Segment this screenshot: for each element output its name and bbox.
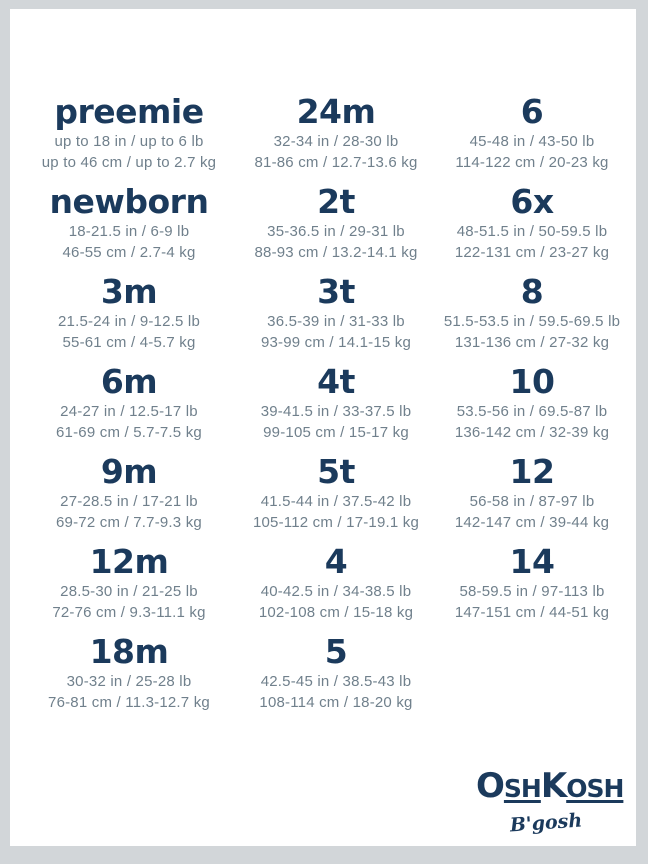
size-label: preemie	[54, 92, 204, 131]
size-entry-4	[238, 543, 434, 633]
size-metric: 88-93 cm / 13.2-14.1 kg	[254, 244, 418, 261]
size-label: 6	[520, 92, 544, 131]
size-metric: 46-55 cm / 2.7-4 kg	[62, 244, 196, 261]
size-label: 24m	[296, 92, 376, 131]
size-metric: 61-69 cm / 5.7-7.5 kg	[56, 424, 202, 441]
logo-letters-underlined: SH	[503, 774, 541, 803]
size-entry-6x	[434, 183, 630, 273]
size-label: 3t	[317, 272, 355, 311]
size-label: 14	[509, 542, 555, 581]
size-label: 4t	[317, 362, 355, 401]
size-imperial: 42.5-45 in / 38.5-43 lb	[260, 673, 412, 690]
size-metric: 122-131 cm / 23-27 kg	[454, 244, 610, 261]
size-label: 3m	[100, 272, 158, 311]
size-imperial: 39-41.5 in / 33-37.5 lb	[260, 403, 412, 420]
size-imperial: 35-36.5 in / 29-31 lb	[267, 223, 405, 240]
size-entry-18m	[20, 633, 238, 723]
size-metric: 72-76 cm / 9.3-11.1 kg	[52, 604, 206, 621]
size-metric: 147-151 cm / 44-51 kg	[454, 604, 610, 621]
size-label: newborn	[49, 182, 209, 221]
size-imperial: up to 18 in / up to 6 lb	[54, 133, 204, 150]
oshkosh-bgosh-logo	[476, 766, 624, 837]
size-entry-12m	[20, 543, 238, 633]
size-metric: up to 46 cm / up to 2.7 kg	[41, 154, 217, 171]
size-entry-3t	[238, 273, 434, 363]
size-imperial: 56-58 in / 87-97 lb	[469, 493, 595, 510]
size-entry-2t	[238, 183, 434, 273]
size-imperial: 27-28.5 in / 17-21 lb	[60, 493, 198, 510]
size-metric: 114-122 cm / 20-23 kg	[455, 154, 609, 171]
size-label: 6x	[510, 182, 554, 221]
size-imperial: 51.5-53.5 in / 59.5-69.5 lb	[443, 313, 621, 330]
size-label: 18m	[89, 632, 169, 671]
size-entry-5	[238, 633, 434, 723]
size-entry-24m	[238, 93, 434, 183]
size-imperial: 18-21.5 in / 6-9 lb	[68, 223, 190, 240]
size-label: 8	[520, 272, 544, 311]
size-grid	[10, 9, 636, 723]
size-column-baby	[20, 93, 238, 723]
size-label: 2t	[317, 182, 355, 221]
size-imperial: 48-51.5 in / 50-59.5 lb	[456, 223, 608, 240]
size-column-toddler	[238, 93, 434, 723]
size-column-kid	[434, 93, 630, 723]
size-metric: 76-81 cm / 11.3-12.7 kg	[48, 694, 210, 711]
size-imperial: 32-34 in / 28-30 lb	[273, 133, 399, 150]
size-label: 12m	[89, 542, 169, 581]
size-chart-sheet	[10, 9, 636, 846]
size-entry-3m	[20, 273, 238, 363]
size-metric: 81-86 cm / 12.7-13.6 kg	[254, 154, 418, 171]
size-entry-4t	[238, 363, 434, 453]
size-imperial: 45-48 in / 43-50 lb	[469, 133, 595, 150]
size-entry-9m	[20, 453, 238, 543]
size-entry-8	[434, 273, 630, 363]
logo-letter: K	[540, 766, 567, 806]
size-entry-preemie	[20, 93, 238, 183]
size-metric: 108-114 cm / 18-20 kg	[259, 694, 413, 711]
size-imperial: 36.5-39 in / 31-33 lb	[267, 313, 405, 330]
size-imperial: 40-42.5 in / 34-38.5 lb	[260, 583, 412, 600]
size-metric: 102-108 cm / 15-18 kg	[258, 604, 414, 621]
oshkosh-wordmark	[476, 766, 624, 809]
size-label: 12	[509, 452, 555, 491]
size-entry-6	[434, 93, 630, 183]
size-imperial: 24-27 in / 12.5-17 lb	[60, 403, 198, 420]
size-label: 5	[324, 632, 348, 671]
size-imperial: 58-59.5 in / 97-113 lb	[459, 583, 605, 600]
size-metric: 93-99 cm / 14.1-15 kg	[260, 334, 412, 351]
size-imperial: 41.5-44 in / 37.5-42 lb	[260, 493, 412, 510]
size-label: 5t	[317, 452, 355, 491]
logo-letters-underlined: OSH	[566, 774, 624, 803]
size-metric: 131-136 cm / 27-32 kg	[454, 334, 610, 351]
size-metric: 69-72 cm / 7.7-9.3 kg	[56, 514, 202, 531]
bgosh-script: B'gosh	[509, 809, 583, 837]
size-entry-12	[434, 453, 630, 543]
size-metric: 136-142 cm / 32-39 kg	[454, 424, 610, 441]
size-entry-newborn	[20, 183, 238, 273]
size-label: 10	[509, 362, 555, 401]
size-metric: 55-61 cm / 4-5.7 kg	[62, 334, 196, 351]
size-imperial: 53.5-56 in / 69.5-87 lb	[456, 403, 608, 420]
size-label: 4	[324, 542, 348, 581]
size-entry-14	[434, 543, 630, 633]
size-entry-10	[434, 363, 630, 453]
logo-letter: O	[476, 766, 504, 806]
size-metric: 99-105 cm / 15-17 kg	[263, 424, 409, 441]
size-imperial: 21.5-24 in / 9-12.5 lb	[58, 313, 200, 330]
size-imperial: 30-32 in / 25-28 lb	[66, 673, 192, 690]
size-label: 6m	[100, 362, 158, 401]
size-label: 9m	[100, 452, 158, 491]
size-imperial: 28.5-30 in / 21-25 lb	[60, 583, 198, 600]
size-metric: 105-112 cm / 17-19.1 kg	[252, 514, 420, 531]
size-metric: 142-147 cm / 39-44 kg	[454, 514, 610, 531]
size-entry-6m	[20, 363, 238, 453]
size-entry-5t	[238, 453, 434, 543]
